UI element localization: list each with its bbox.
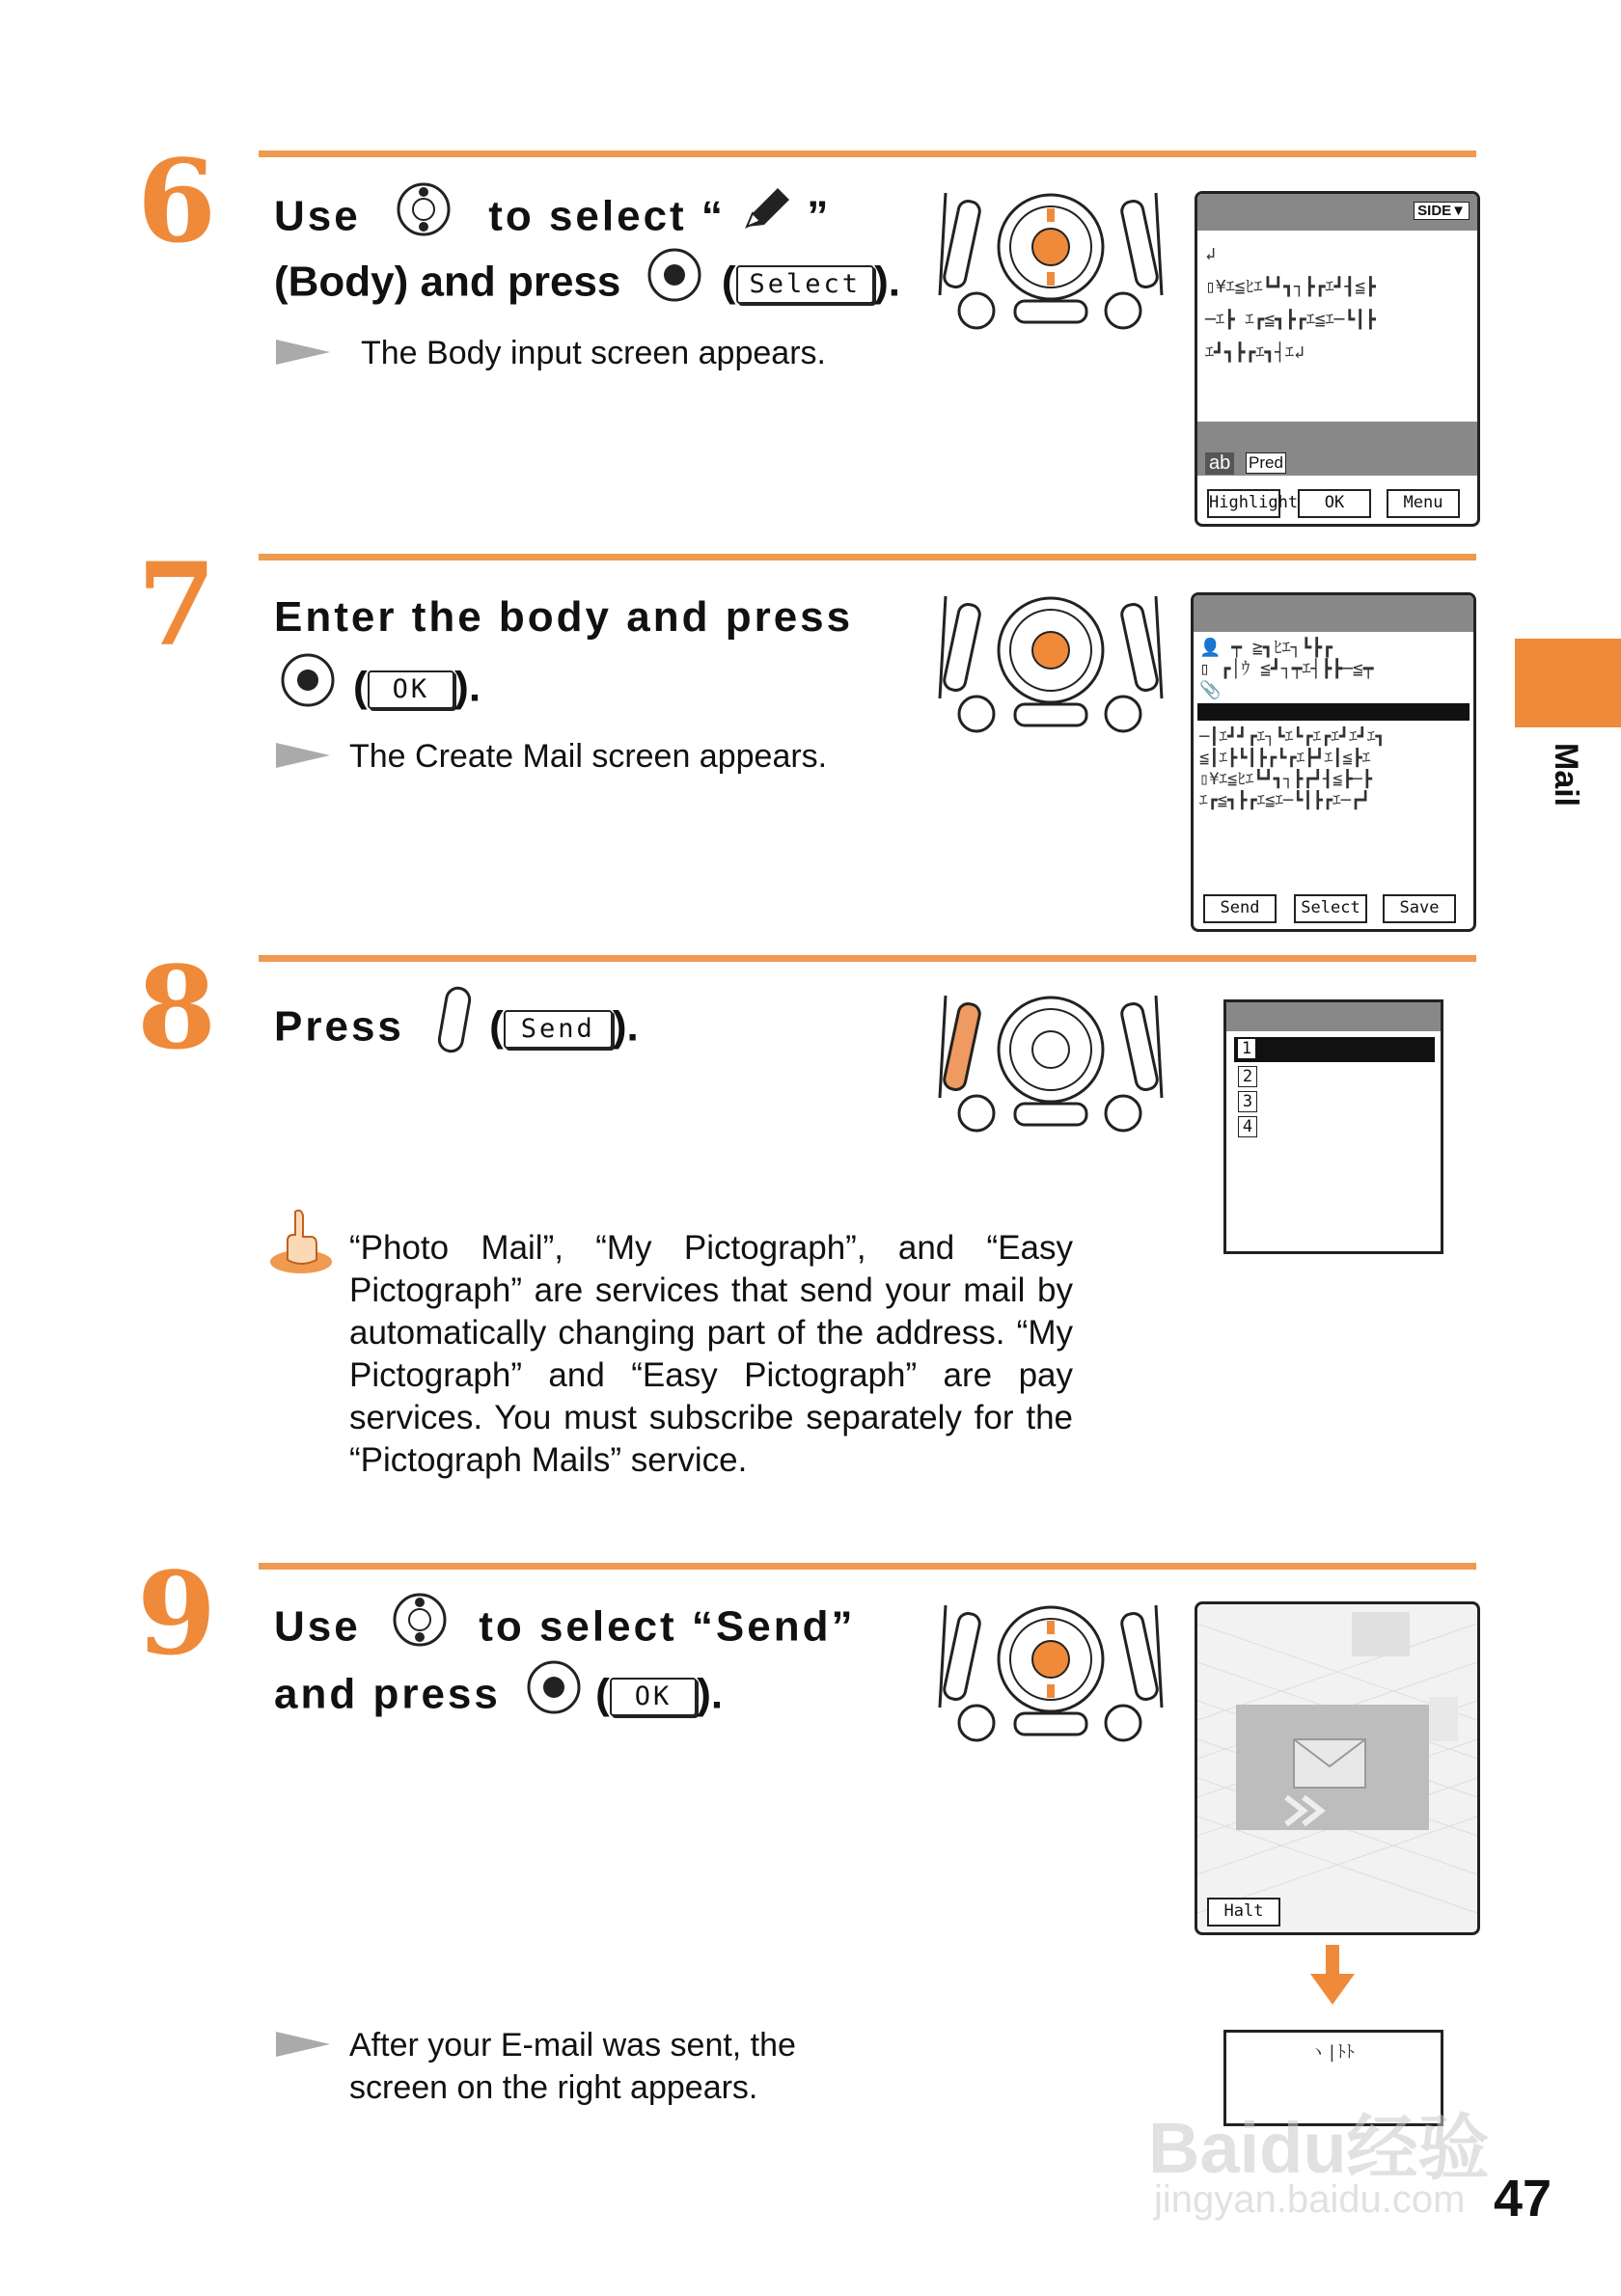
prediction-label: Pred bbox=[1246, 452, 1286, 474]
send-menu-highlight bbox=[1234, 1037, 1435, 1062]
center-select-key-icon bbox=[526, 1659, 582, 1735]
select-softkey[interactable]: Select bbox=[1294, 894, 1367, 923]
up-down-nav-icon bbox=[396, 181, 452, 257]
send-softkey-label: Send bbox=[504, 1010, 613, 1049]
ok-softkey-label: OK bbox=[610, 1678, 698, 1716]
step-9-number: 9 bbox=[137, 1546, 217, 1681]
screen-status-bar bbox=[1197, 422, 1477, 476]
select-softkey-label: Select bbox=[736, 265, 875, 304]
step-6-title-to-select: to select “ bbox=[488, 192, 726, 240]
ok-softkey-label: OK bbox=[368, 670, 455, 709]
step-6-title-line1 bbox=[274, 181, 831, 257]
side-key-indicator: SIDE▼ bbox=[1414, 202, 1470, 220]
step-6-title-body-press: (Body) and press bbox=[274, 258, 621, 306]
screen-header-bar bbox=[1194, 595, 1473, 632]
step-7-title-line2: ( OK ). bbox=[280, 652, 481, 727]
step-8-keypad-illustration-icon bbox=[932, 992, 1169, 1146]
step-7-result-arrow-icon bbox=[276, 743, 330, 768]
baidu-watermark-url: jingyan.baidu.com bbox=[1154, 2178, 1466, 2221]
halt-softkey[interactable]: Halt bbox=[1207, 1898, 1280, 1927]
screen-header-bar bbox=[1226, 1002, 1441, 1031]
step-7-rule bbox=[259, 554, 1476, 560]
step-9-title-line1: Use to select “Send” bbox=[274, 1592, 856, 1667]
baidu-watermark-logo: Baidu经验 bbox=[1148, 2108, 1490, 2188]
save-softkey[interactable]: Save bbox=[1383, 894, 1456, 923]
step-7-keypad-illustration-icon bbox=[932, 592, 1169, 747]
step-7-result-text: The Create Mail screen appears. bbox=[349, 738, 828, 775]
left-side-key-icon bbox=[433, 984, 476, 1075]
down-arrow-icon bbox=[1308, 1945, 1357, 2007]
step-6-body-input-screen bbox=[1195, 191, 1480, 527]
menu-softkey[interactable]: Menu bbox=[1387, 489, 1460, 518]
step-9-keypad-illustration-icon bbox=[932, 1601, 1169, 1756]
sending-animation-icon bbox=[1197, 1604, 1477, 1932]
step-6-result-text: The Body input screen appears. bbox=[361, 335, 826, 371]
center-select-key-icon bbox=[280, 652, 336, 727]
step-9-result-line2: screen on the right appears. bbox=[349, 2069, 758, 2106]
step-6-rule bbox=[259, 150, 1476, 157]
step-8-send-menu-screen bbox=[1223, 999, 1443, 1254]
step-9-sending-screen bbox=[1195, 1601, 1480, 1935]
step-9-result-line1: After your E-mail was sent, the bbox=[349, 2027, 796, 2064]
send-menu-item-1[interactable]: 1 bbox=[1238, 1039, 1255, 1058]
ok-softkey[interactable]: OK bbox=[1298, 489, 1371, 518]
pointing-hand-icon bbox=[268, 1208, 334, 1277]
selected-body-row bbox=[1197, 703, 1470, 721]
step-9-result-arrow-icon bbox=[276, 2032, 330, 2057]
page-number: 47 bbox=[1494, 2170, 1552, 2228]
step-8-rule bbox=[259, 955, 1476, 962]
step-6-number: 6 bbox=[137, 134, 217, 268]
mail-section-label: Mail bbox=[1548, 743, 1584, 807]
send-softkey[interactable]: Send bbox=[1203, 894, 1277, 923]
step-9-title-line2: and press ( OK ). bbox=[274, 1659, 723, 1735]
mail-section-tab bbox=[1515, 639, 1621, 727]
step-9-rule bbox=[259, 1563, 1476, 1570]
center-select-key-icon bbox=[646, 247, 702, 322]
pictograph-services-note: “Photo Mail”, “My Pictograph”, and “Easy Pictograph” are services that send your mail by automatically changing part of the address. “My Pictograph” and “Easy Pictograph” are pay services. You must subscribe separately for the “Pictograph Mails” service. bbox=[349, 1229, 1073, 1479]
screen-body-preview: ─┃ｴ┛┛┏ｴ┐┗ｴ┗┏ｴ┏ｴ┛ｴ┛ｴ┓ ≦┃ｴ┣┗┃┣┏┗┏ｴ┣┛ｴ┃≦┣ｴ ▯¥ｴ≦ﾋｴ┗┛┓┐┣┏┛┨≦┣─┣ ｴ┏≦┓┣┏ｴ≦ｴ─┗┃┣┏ｴ─┏┛ bbox=[1199, 727, 1386, 810]
screen-address-fields: 👤 ┯ ≧┓ﾋｴ┐┗┣┏ ▯ ┏│ｳ ≦┛┐┯ｴ┤┣┣─≦┯ 📎 bbox=[1199, 638, 1374, 700]
up-down-nav-icon bbox=[392, 1592, 448, 1667]
step-6-keypad-illustration-icon bbox=[932, 189, 1169, 343]
screen-body-text: ↲ ▯¥ｴ≦ﾋｴ┗┛┓┐┣┏ｴ┛┨≦┣ ─ｴ┣ ｴ┏≦┓┣┏ｴ≦ｴ─┗┃┣ ｴ┛┓┣┏ｴ┓┤ｴ↲ bbox=[1205, 244, 1376, 363]
send-menu-item-3[interactable]: 3 bbox=[1238, 1091, 1257, 1112]
step-7-create-mail-screen bbox=[1191, 592, 1476, 932]
step-6-title-line2: (Body) and press ( Select ). bbox=[274, 247, 900, 322]
pencil-icon bbox=[739, 184, 793, 254]
send-menu-item-4[interactable]: 4 bbox=[1238, 1116, 1257, 1137]
send-menu-item-2[interactable]: 2 bbox=[1238, 1066, 1257, 1087]
step-7-title-line1: Enter the body and press bbox=[274, 593, 854, 641]
step-7-number: 7 bbox=[137, 537, 217, 671]
input-mode-label: ab bbox=[1205, 452, 1234, 475]
step-6-result-arrow-icon bbox=[276, 340, 330, 365]
step-8-title: Press ( Send ). bbox=[274, 984, 639, 1075]
sent-screen-text: ヽ|ﾄﾄ bbox=[1309, 2042, 1355, 2063]
step-8-number: 8 bbox=[137, 941, 217, 1075]
step-6-title-use: Use bbox=[274, 192, 361, 240]
step-6-title-close-quote: ” bbox=[807, 192, 832, 240]
highlight-softkey[interactable]: Highlight bbox=[1207, 489, 1280, 518]
